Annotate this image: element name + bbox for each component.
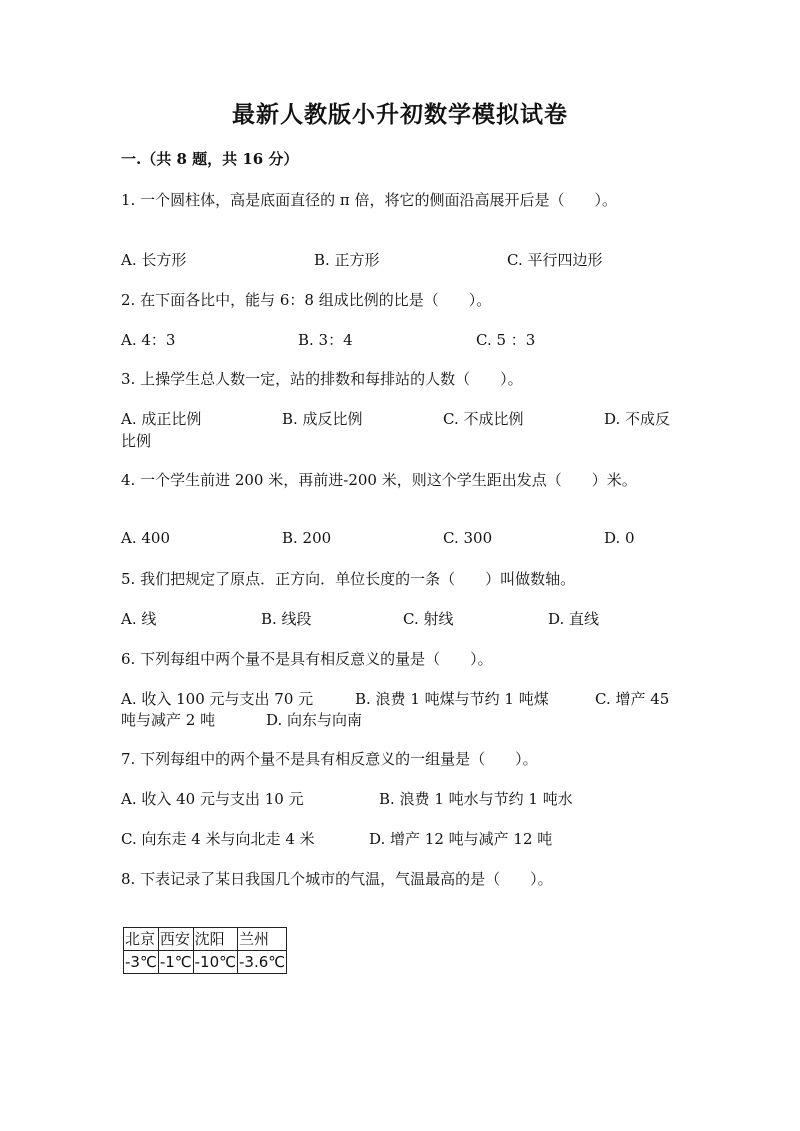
question-4: 4. 一个学生前进 200 米，再前进-200 米，则这个学生距出发点（ ）米。	[121, 471, 637, 489]
option-b[interactable]: B. 浪费 1 吨水与节约 1 吨水	[379, 790, 573, 808]
question-1: 1. 一个圆柱体，高是底面直径的 π 倍，将它的侧面沿高展开后是（ ）。	[121, 191, 617, 209]
page-title: 最新人教版小升初数学模拟试卷	[232, 101, 568, 128]
table-cell-city: 北京	[124, 928, 159, 951]
option-b[interactable]: B. 正方形	[314, 251, 380, 269]
table-row-temps	[124, 951, 287, 974]
question-1-options	[121, 249, 681, 271]
table-cell-temp: -3.6℃	[237, 951, 286, 974]
option-b[interactable]: B. 200	[282, 529, 332, 547]
option-d[interactable]: D. 直线	[548, 610, 600, 628]
option-b[interactable]: B. 3：4	[298, 331, 353, 349]
city-temperature-table	[123, 927, 287, 974]
table-cell-city: 兰州	[237, 928, 286, 951]
option-b[interactable]: B. 线段	[261, 610, 312, 628]
option-a[interactable]: A. 收入 40 元与支出 10 元	[121, 790, 304, 808]
table-cell-temp: -10℃	[193, 951, 237, 974]
option-c[interactable]: C. 300	[443, 529, 493, 547]
question-2-options	[121, 329, 681, 351]
question-7: 7. 下列每组中的两个量不是具有相反意义的一组量是（ ）。	[121, 750, 538, 768]
option-d[interactable]: D. 向东与向南	[266, 711, 363, 729]
option-a[interactable]: A. 4：3	[121, 331, 176, 349]
question-7-options-row2	[121, 828, 681, 850]
option-d[interactable]: D. 0	[604, 529, 635, 547]
table-cell-temp: -3℃	[124, 951, 159, 974]
option-a[interactable]: A. 成正比例	[121, 410, 202, 428]
question-6-options-row2	[121, 709, 681, 731]
option-b[interactable]: B. 浪费 1 吨煤与节约 1 吨煤	[355, 690, 549, 708]
option-c[interactable]: C. 平行四边形	[507, 251, 603, 269]
question-6: 6. 下列每组中两个量不是具有相反意义的量是（ ）。	[121, 650, 493, 668]
question-3-options	[121, 408, 681, 430]
question-7-options	[121, 788, 681, 810]
option-a[interactable]: A. 线	[121, 610, 157, 628]
option-a[interactable]: A. 400	[121, 529, 170, 547]
question-6-options	[121, 688, 681, 710]
option-d[interactable]: D. 增产 12 吨与减产 12 吨	[369, 830, 553, 848]
option-a[interactable]: A. 长方形	[121, 251, 187, 269]
option-d[interactable]: D. 不成反	[604, 410, 671, 428]
option-c[interactable]: C. 射线	[403, 610, 454, 628]
option-c-continuation: 吨与减产 2 吨	[121, 711, 216, 729]
section-header: 一.（共 8 题，共 16 分）	[121, 150, 299, 168]
option-c[interactable]: C. 向东走 4 米与向北走 4 米	[121, 830, 315, 848]
table-cell-city: 西安	[158, 928, 193, 951]
question-8: 8. 下表记录了某日我国几个城市的气温，气温最高的是（ ）。	[121, 870, 553, 888]
question-2: 2. 在下面各比中，能与 6：8 组成比例的比是（ ）。	[121, 291, 492, 309]
option-a[interactable]: A. 收入 100 元与支出 70 元	[121, 690, 314, 708]
table-row-cities	[124, 928, 287, 951]
option-c[interactable]: C. 不成比例	[443, 410, 524, 428]
question-3: 3. 上操学生总人数一定，站的排数和每排站的人数（ ）。	[121, 370, 523, 388]
question-5: 5. 我们把规定了原点．正方向．单位长度的一条（ ）叫做数轴。	[121, 570, 576, 588]
table-cell-temp: -1℃	[158, 951, 193, 974]
table-cell-city: 沈阳	[193, 928, 237, 951]
option-c[interactable]: C. 增产 45	[595, 690, 670, 708]
question-4-options	[121, 529, 681, 551]
question-5-options	[121, 608, 681, 630]
option-b[interactable]: B. 成反比例	[282, 410, 363, 428]
option-d-continuation: 比例	[121, 432, 152, 450]
option-c[interactable]: C. 5 ：3	[476, 331, 536, 349]
